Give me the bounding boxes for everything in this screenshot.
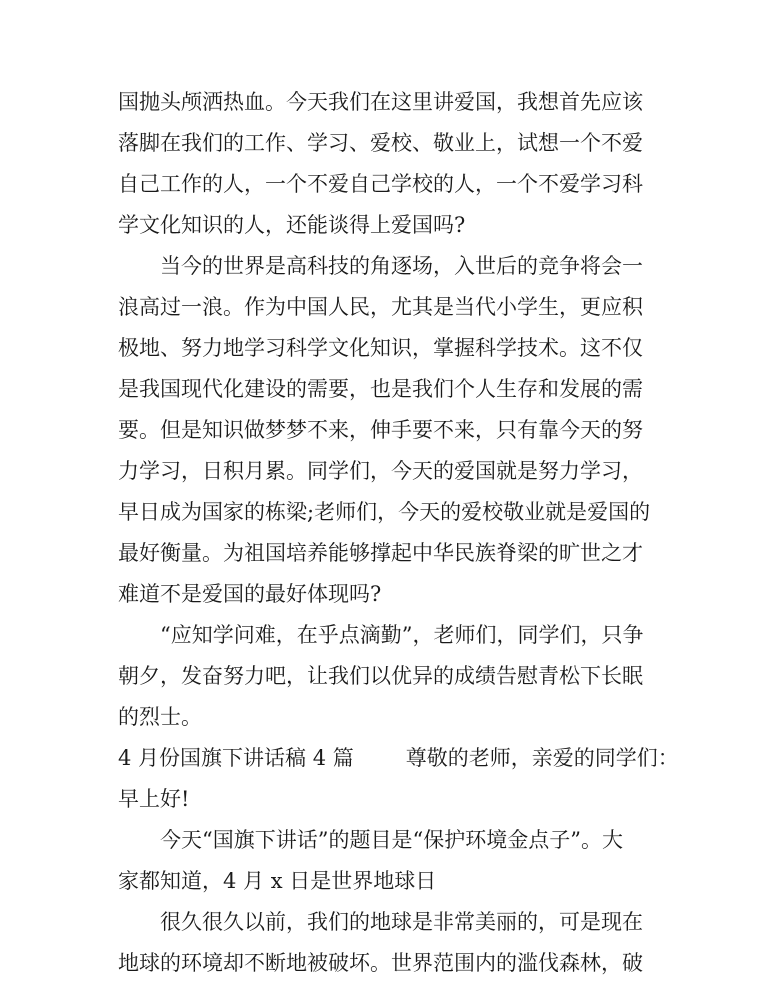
text-line: 学文化知识的人，还能谈得上爱国吗? [118, 213, 466, 237]
section-heading-line [118, 738, 679, 779]
text-line: 极地、努力地学习科学文化知识，掌握科学技术。这不仅 [118, 336, 643, 360]
text-line: 最好衡量。为祖国培养能够撑起中华民族脊梁的旷世之才 [118, 541, 643, 565]
greeting-line: 早上好! [118, 787, 190, 811]
text-line: 力学习，日积月累。同学们，今天的爱国就是努力学习， [118, 459, 643, 483]
paragraph-start-line: “应知学问难，在乎点滴勤”，老师们，同学们，只争 [160, 623, 644, 647]
text-line: 自己工作的人，一个不爱自己学校的人，一个不爱学习科 [118, 172, 643, 196]
text-line: 难道不是爱国的最好体现吗? [118, 582, 382, 606]
paragraph-start-line: 当今的世界是高科技的角逐场，入世后的竞争将会一 [160, 254, 643, 278]
text-line: 要。但是知识做梦梦不来，伸手要不来，只有靠今天的努 [118, 418, 643, 442]
paragraph-start-line: 今天“国旗下讲话”的题目是“保护环境金点子”。大 [160, 828, 623, 852]
document-body [118, 82, 679, 984]
text-line: 朝夕，发奋努力吧，让我们以优异的成绩告慰青松下长眠 [118, 664, 643, 688]
text-line: 家都知道，4 月 x 日是世界地球日 [118, 869, 437, 893]
text-line: 的烈士。 [118, 705, 202, 729]
text-line: 国抛头颅洒热血。今天我们在这里讲爱国，我想首先应该 [118, 90, 643, 114]
paragraph-start-line: 很久很久以前，我们的地球是非常美丽的，可是现在 [160, 910, 643, 934]
text-line: 是我国现代化建设的需要，也是我们个人生存和发展的需 [118, 377, 643, 401]
section-heading: 4 月份国旗下讲话稿 4 篇 [118, 746, 354, 770]
text-line: 浪高过一浪。作为中国人民，尤其是当代小学生，更应积 [118, 295, 643, 319]
salutation: 尊敬的老师，亲爱的同学们： [405, 746, 679, 770]
text-line: 早日成为国家的栋梁;老师们，今天的爱校敬业就是爱国的 [118, 500, 651, 524]
text-line: 地球的环境却不断地被破坏。世界范围内的滥伐森林，破 [118, 951, 643, 975]
text-line: 落脚在我们的工作、学习、爱校、敬业上，试想一个不爱 [118, 131, 643, 155]
